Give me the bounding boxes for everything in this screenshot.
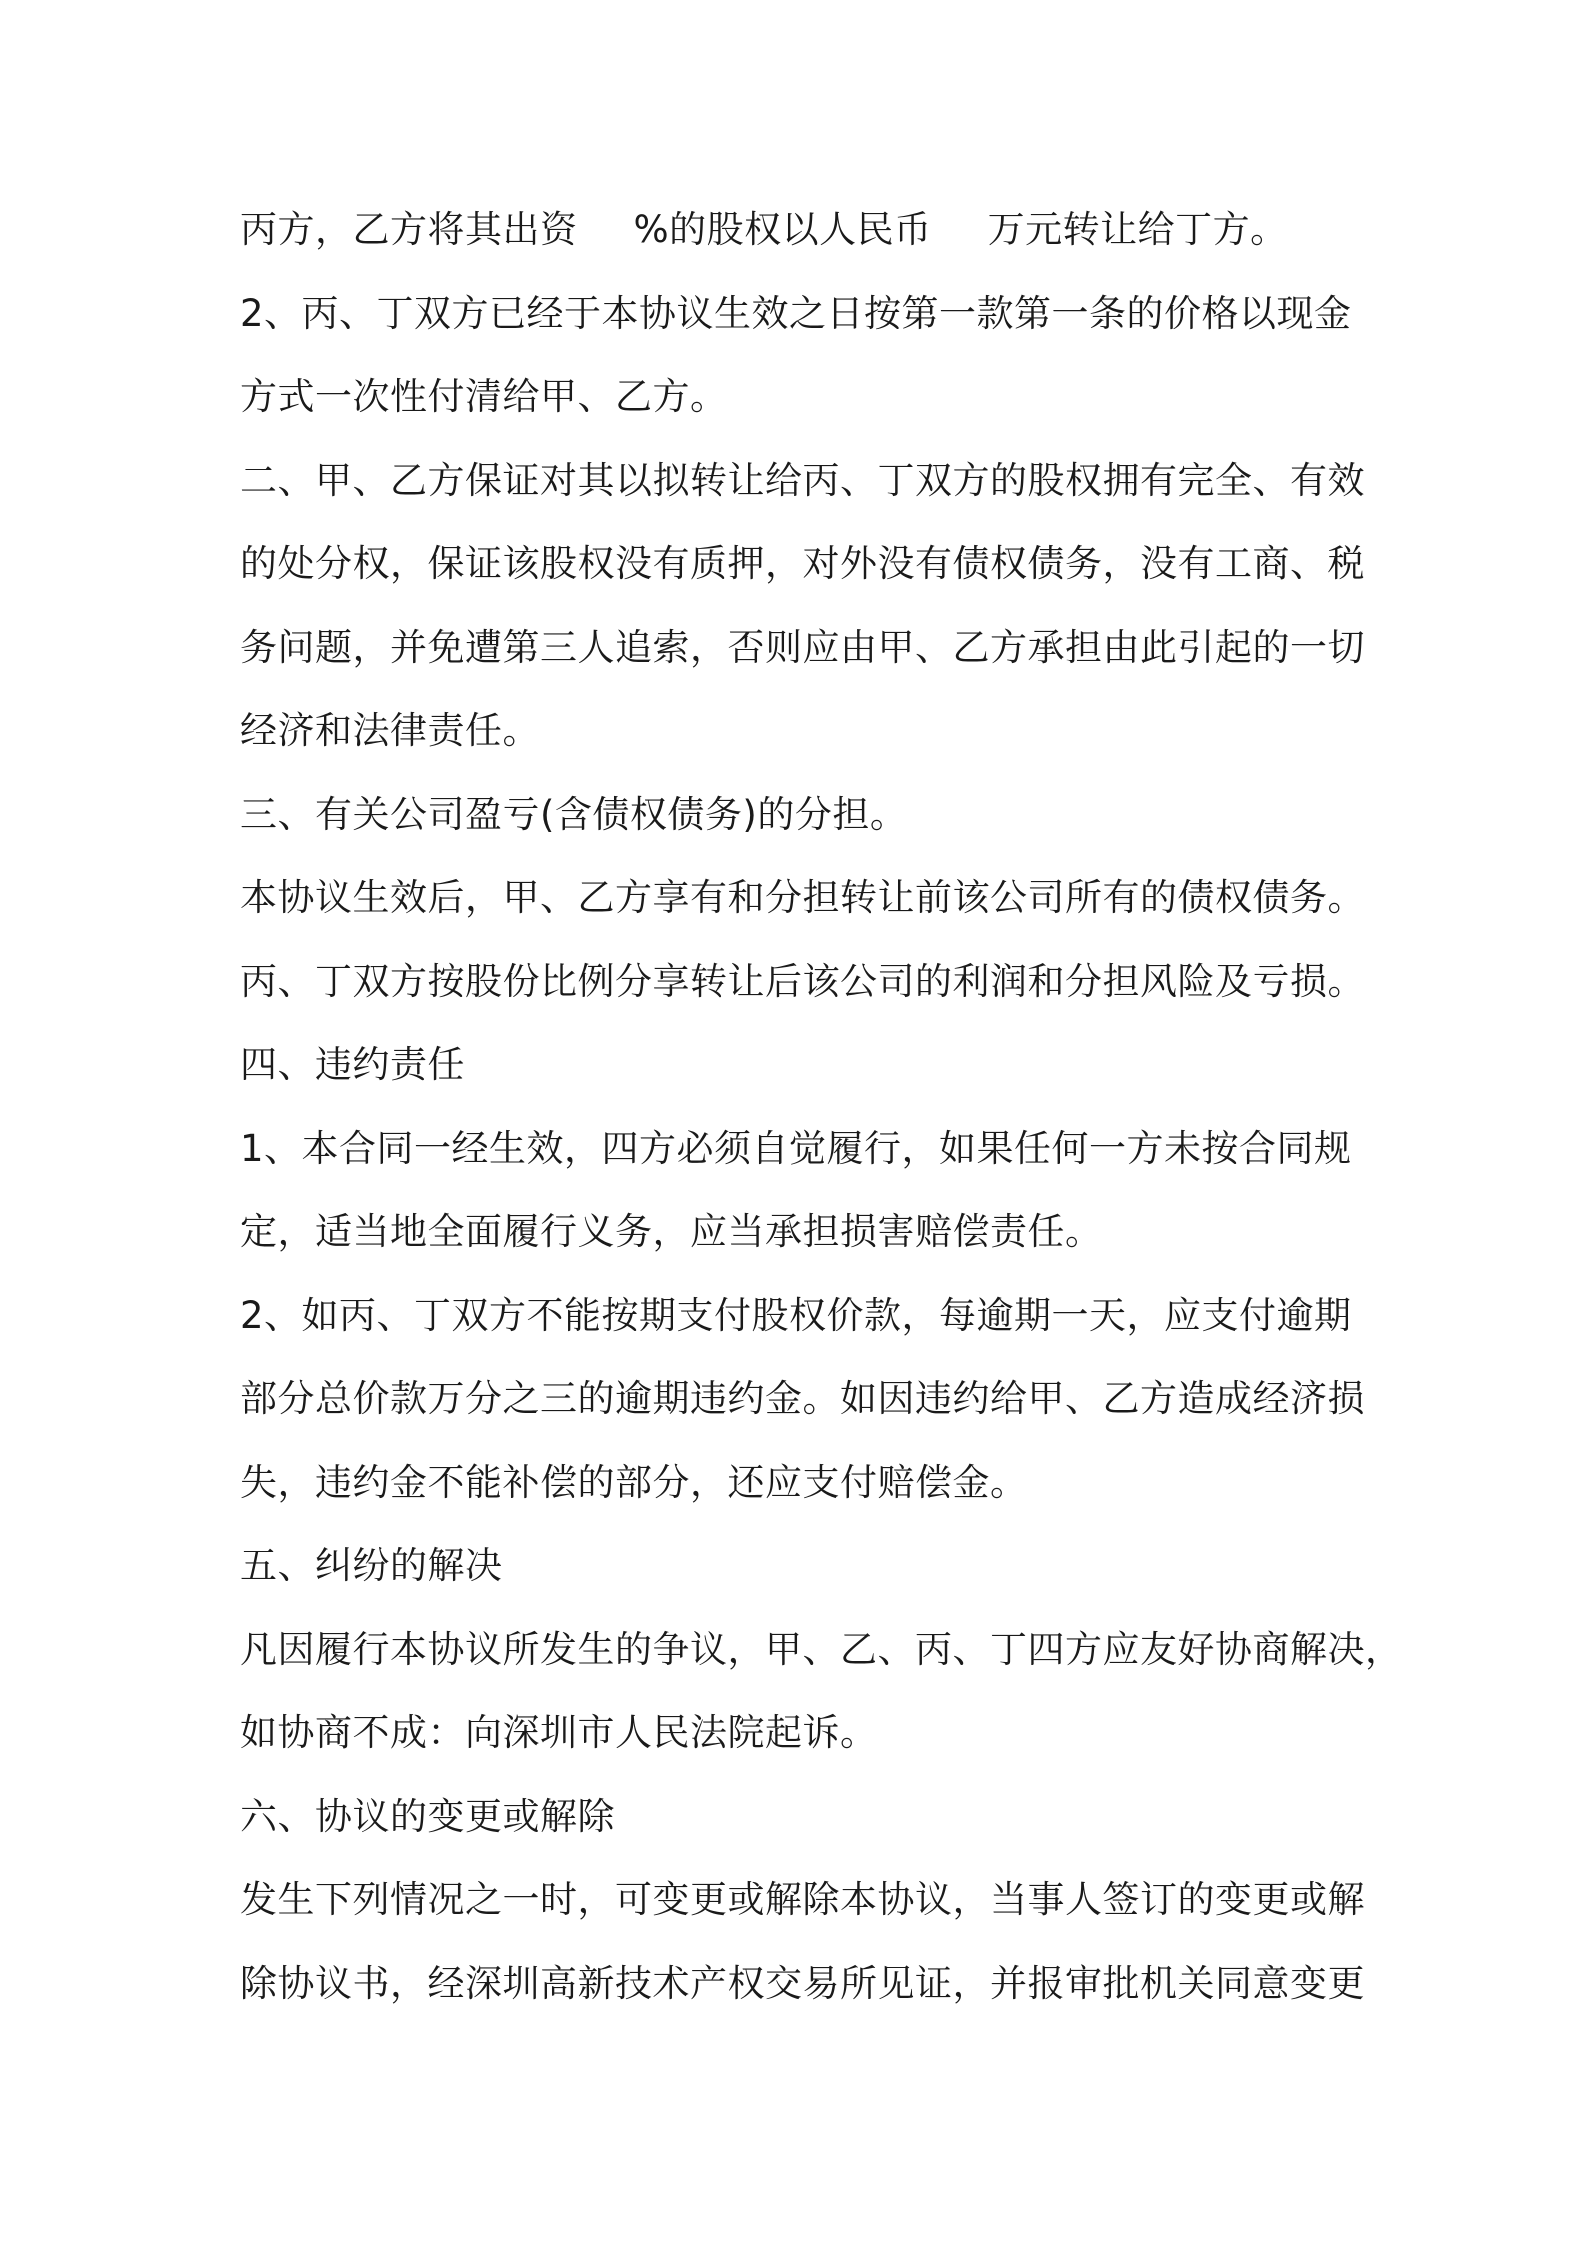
text-segment: 丙方，乙方将其出资 xyxy=(240,208,578,251)
text-line: 1、本合同一经生效，四方必须自觉履行，如果任何一方未按合同规 xyxy=(240,1126,1352,1170)
section-heading: 五、纠纷的解决 xyxy=(240,1544,503,1587)
text-segment: %的股权以人民币 xyxy=(633,208,932,251)
text-line: 失，违约金不能补偿的部分，还应支付赔偿金。 xyxy=(240,1460,1028,1504)
text-line: 务问题，并免遭第三人追索，否则应由甲、乙方承担由此引起的一切 xyxy=(240,625,1365,669)
text-line: 方式一次性付清给甲、乙方。 xyxy=(240,375,728,418)
text-line: 2、丙、丁双方已经于本协议生效之日按第一款第一条的价格以现金 xyxy=(240,291,1352,335)
text-line: 除协议书，经深圳高新技术产权交易所见证，并报审批机关同意变更 xyxy=(240,1961,1365,2005)
text-line: 部分总价款万分之三的逾期违约金。如因违约给甲、乙方造成经济损 xyxy=(240,1377,1365,1420)
text-line: 经济和法律责任。 xyxy=(240,709,540,752)
text-line: 如协商不成：向深圳市人民法院起诉。 xyxy=(240,1711,878,1754)
text-line: 定，适当地全面履行义务，应当承担损害赔偿责任。 xyxy=(240,1210,1103,1253)
text-line: 发生下列情况之一时，可变更或解除本协议，当事人签订的变更或解 xyxy=(240,1878,1365,1921)
document-body xyxy=(240,198,1403,2035)
text-line: 2、如丙、丁双方不能按期支付股权价款，每逾期一天，应支付逾期 xyxy=(240,1293,1352,1337)
section-heading: 四、违约责任 xyxy=(240,1043,465,1086)
section-heading: 三、有关公司盈亏(含债权债务)的分担。 xyxy=(240,792,908,836)
text-line xyxy=(240,198,1360,282)
text-line: 本协议生效后，甲、乙方享有和分担转让前该公司所有的债权债务。 xyxy=(240,876,1365,919)
text-line: 凡因履行本协议所发生的争议，甲、乙、丙、丁四方应友好协商解决， xyxy=(240,1627,1403,1671)
text-line: 丙、丁双方按股份比例分享转让后该公司的利润和分担风险及亏损。 xyxy=(240,959,1365,1003)
section-heading: 二、甲、乙方保证对其以拟转让给丙、丁双方的股权拥有完全、有效 xyxy=(240,458,1365,502)
text-segment: 万元转让给丁方。 xyxy=(987,208,1288,251)
text-line: 的处分权，保证该股权没有质押，对外没有债权债务，没有工商、税 xyxy=(240,542,1365,585)
section-heading: 六、协议的变更或解除 xyxy=(240,1794,615,1838)
